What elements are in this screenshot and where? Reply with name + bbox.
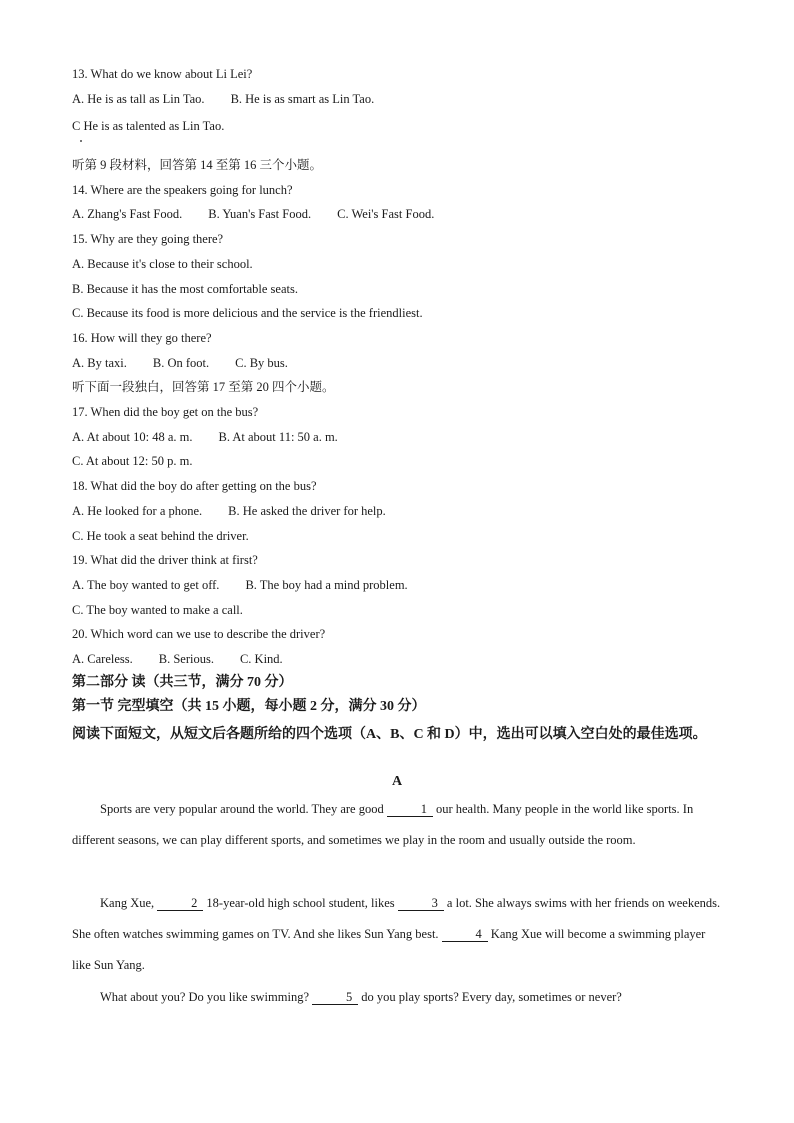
passage-text: Kang Xue, (100, 896, 158, 910)
blank-2: 2 (157, 896, 203, 911)
option-17c: C. At about 12: 50 p. m. (72, 454, 193, 468)
option-13b: B. He is as smart as Lin Tao. (230, 92, 375, 106)
question-19-options-row1 (72, 577, 434, 593)
question-13: 13. What do we know about Li Lei? (72, 67, 253, 81)
passage-paragraph-1 (72, 794, 722, 856)
option-18a: A. He looked for a phone. (72, 504, 203, 518)
option-18b: B. He asked the driver for help. (228, 504, 386, 518)
question-14: 14. Where are the speakers going for lunch? (72, 183, 293, 197)
question-13-options-row1 (72, 91, 400, 107)
passage-label: A (391, 774, 403, 789)
option-17a: A. At about 10: 48 a. m. (72, 430, 193, 444)
option-15c: C. Because its food is more delicious and the service is the friendliest. (72, 306, 423, 320)
question-18-options-row1 (72, 503, 412, 519)
question-15: 15. Why are they going there? (72, 232, 224, 246)
instruction-section-9: 听第 9 段材料，回答第 14 至第 16 三个小题。 (72, 158, 323, 172)
passage-text: What about you? Do you like swimming? (100, 990, 313, 1004)
question-19: 19. What did the driver think at first? (72, 553, 258, 567)
passage-text: Sports are very popular around the world. They are good (100, 802, 387, 816)
section-one-heading: 第一节 完型填空（共 15 小题，每小题 2 分，满分 30 分） (72, 699, 426, 714)
passage-text: our health. Many people in the world like sports. In different seasons, we can play different sports, and sometimes we play in the room and usually outside the room. (72, 802, 694, 847)
option-14a: A. Zhang's Fast Food. (72, 207, 183, 221)
passage-text: Kang Xue will become a swimming player like Sun Yang. (72, 927, 706, 972)
option-17b: B. At about 11: 50 a. m. (218, 430, 338, 444)
option-15a: A. Because it's close to their school. (72, 257, 253, 271)
passage-paragraph-3 (72, 982, 722, 1013)
question-16: 16. How will they go there? (72, 331, 212, 345)
option-15b: B. Because it has the most comfortable seats. (72, 282, 298, 296)
blank-3: 3 (398, 896, 444, 911)
option-13c: C He is as talented as Lin Tao. (72, 119, 225, 133)
option-18c: C. He took a seat behind the driver. (72, 529, 249, 543)
stray-mark (80, 140, 82, 142)
question-20: 20. Which word can we use to describe the driver? (72, 627, 326, 641)
option-20b: B. Serious. (158, 652, 214, 666)
passage-text: do you play sports? Every day, sometimes or never? (358, 990, 622, 1004)
instruction-monologue: 听下面一段独白，回答第 17 至第 20 四个小题。 (72, 380, 335, 394)
blank-1: 1 (387, 802, 433, 817)
option-14c: C. Wei's Fast Food. (337, 207, 435, 221)
question-17-options-row1 (72, 429, 364, 445)
passage-paragraph-2 (72, 888, 722, 981)
option-19a: A. The boy wanted to get off. (72, 578, 220, 592)
option-20a: A. Careless. (72, 652, 133, 666)
option-14b: B. Yuan's Fast Food. (208, 207, 312, 221)
section-one-instructions: 阅读下面短文，从短文后各题所给的四个选项（A、B、C 和 D）中，选出可以填入空白处的最佳选项。 (72, 727, 707, 742)
blank-5: 5 (312, 990, 358, 1005)
option-16a: A. By taxi. (72, 356, 127, 370)
question-14-options (72, 206, 460, 222)
question-17: 17. When did the boy get on the bus? (72, 405, 259, 419)
option-19b: B. The boy had a mind problem. (245, 578, 408, 592)
question-18: 18. What did the boy do after getting on the bus? (72, 479, 317, 493)
passage-text: a lot. She always swims with her friends on weekends. She often watches swimming games on TV. And she likes Sun Yang best. (72, 896, 721, 941)
option-13a: A. He is as tall as Lin Tao. (72, 92, 205, 106)
question-20-options (72, 651, 309, 667)
option-16c: C. By bus. (235, 356, 288, 370)
blank-4: 4 (442, 927, 488, 942)
question-16-options (72, 355, 314, 371)
passage-text: 18-year-old high school student, likes (203, 896, 398, 910)
option-20c: C. Kind. (239, 652, 283, 666)
part-two-heading: 第二部分 读（共三节，满分 70 分） (72, 675, 293, 690)
option-16b: B. On foot. (152, 356, 210, 370)
option-19c: C. The boy wanted to make a call. (72, 603, 243, 617)
